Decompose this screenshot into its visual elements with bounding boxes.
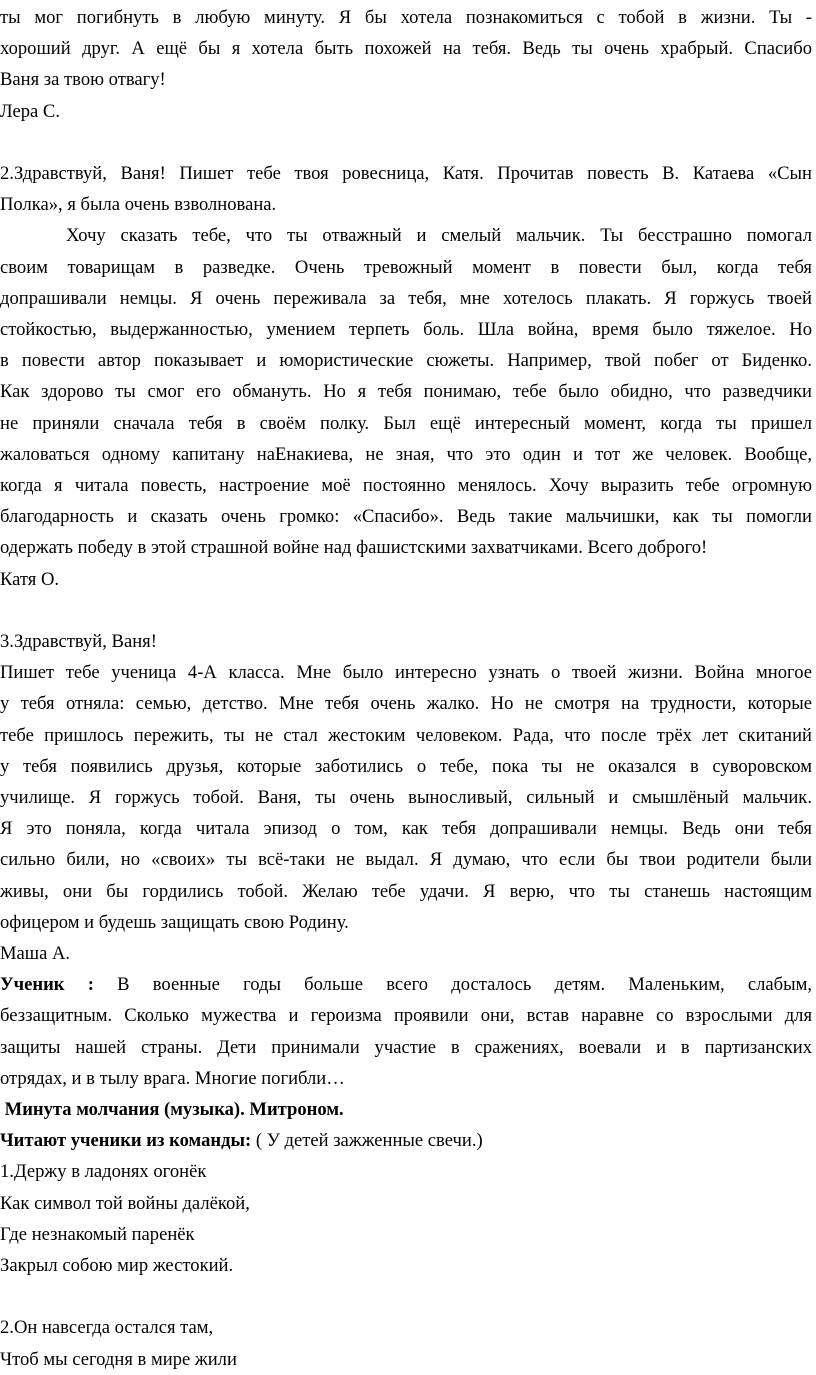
poem-line: Где незнакомый паренёк <box>0 1223 195 1245</box>
letter-2-heading-line: 2.Здравствуй, Ваня! Пишет тебе твоя ровесница, Катя. Прочитав повесть В. Катаева «Сын <box>0 163 812 184</box>
letter-3-line: офицером и будешь защищать свою Родину. <box>0 911 349 933</box>
blank-line <box>0 127 812 158</box>
letter-3-line: тебе пришлось пережить, ты не стал жестоким человеком. Рада, что после трёх лет скитаний <box>0 724 812 746</box>
letter-2-signature: Катя О. <box>0 568 60 590</box>
student-speech-line: беззащитным. Сколько мужества и героизма проявили они, встав наравне со взрослыми для <box>0 1005 812 1027</box>
letter-2-line: одержать победу в этой страшной войне над фашистскими захватчиками. Всего доброго! <box>0 537 708 559</box>
letter-2-line: своим товарищам в разведке. Очень тревожный момент в повести был, когда тебя <box>0 256 812 278</box>
student-speech-text: В военные годы больше всего досталось детям. Маленьким, слабым, <box>93 974 812 996</box>
letter-2-line: благодарность и сказать очень громко: «Спасибо». Ведь такие мальчишки, как ты помогли <box>0 506 812 528</box>
student-label: Ученик : <box>0 974 94 996</box>
letter-2-line: в повести автор показывает и юмористические сюжеты. Например, твой побег от Биденко. <box>0 350 812 372</box>
letter-3-line: живы, они бы гордились тобой. Желаю тебе удачи. Я верю, что ты станешь настоящим <box>0 880 812 902</box>
letter-3-line: сильно били, но «своих» ты всё-таки не выдал. Я думаю, что если бы твои родители были <box>0 849 812 871</box>
letter-3-greeting: 3.Здравствуй, Ваня! <box>0 631 157 653</box>
poem-line: Как символ той войны далёкой, <box>0 1192 250 1214</box>
student-speech-line: защиты нашей страны. Дети принимали участие в сражениях, воевали и в партизанских <box>0 1036 812 1058</box>
team-reading-note: ( У детей зажженные свечи.) <box>251 1130 483 1152</box>
letter-2-line: жаловаться одному капитану наЕнакиева, не зная, что это один и тот же человек. Вообще, <box>0 443 812 465</box>
letter-2-heading-line: Полка», я была очень взволнована. <box>0 194 277 216</box>
letter-3-signature: Маша А. <box>0 943 71 965</box>
blank-line <box>0 1281 812 1312</box>
poem-line: Закрыл собою мир жестокий. <box>0 1255 234 1277</box>
student-speech-line: отрядах, и в тылу врага. Многие погибли… <box>0 1067 345 1089</box>
letter-1-line: хороший друг. А ещё бы я хотела быть похожей на тебя. Ведь ты очень храбрый. Спасибо <box>0 38 812 60</box>
poem-line: 2.Он навсегда остался там, <box>0 1317 214 1339</box>
student-speech <box>0 969 812 1094</box>
letter-2-line: допрашивали немцы. Я очень переживала за тебя, мне хотелось плакать. Я горжусь твоей <box>0 287 812 309</box>
letter-3 <box>0 626 812 969</box>
letter-1-signature: Лера С. <box>0 100 60 122</box>
letter-2-line: Хочу сказать тебе, что ты отважный и смелый мальчик. Ты бесстрашно помогал <box>66 225 812 247</box>
letter-1-line: Ваня за твою отвагу! <box>0 69 166 91</box>
letter-3-line: Я это поняла, когда читала эпизод о том, как тебя допрашивали немцы. Ведь они тебя <box>0 818 812 840</box>
poem-line: 1.Держу в ладонях огонёк <box>0 1161 207 1183</box>
letter-1-line: ты мог погибнуть в любую минуту. Я бы хотела познакомиться с тобой в жизни. Ты - <box>0 7 812 28</box>
minute-of-silence-heading: Минута молчания (музыка). Митроном. <box>0 1099 344 1121</box>
letter-3-line: Пишет тебе ученица 4-А класса. Мне было интересно узнать о твоей жизни. Война многое <box>0 662 812 684</box>
poem-stanza-1 <box>0 1156 812 1281</box>
letter-2-line: когда я читала повесть, настроение моё постоянно менялось. Хочу выразить тебе огромную <box>0 475 812 497</box>
letter-2-line: стойкостью, выдержанностью, умением терпеть боль. Шла война, время было тяжелое. Но <box>0 319 812 341</box>
letter-3-line: у тебя появились друзья, которые заботились о тебе, пока ты не оказался в суворовском <box>0 755 812 777</box>
team-reading-label: Читают ученики из команды: <box>0 1130 252 1152</box>
team-reading-line <box>0 1125 812 1156</box>
letter-1 <box>0 2 812 127</box>
blank-line <box>0 595 812 626</box>
letter-2 <box>0 158 812 595</box>
letter-3-line: училище. Я горжусь тобой. Ваня, ты очень выносливый, сильный и смышлёный мальчик. <box>0 787 812 809</box>
letter-3-line: у тебя отняла: семью, детство. Мне тебя очень жалко. Но не смотря на трудности, которые <box>0 693 812 715</box>
poem-stanza-2 <box>0 1312 812 1374</box>
letter-2-line: Как здорово ты смог его обмануть. Но я тебя понимаю, тебе было обидно, что разведчики <box>0 381 812 403</box>
student-speech-first-line <box>0 969 812 1000</box>
poem-line: Чтоб мы сегодня в мире жили <box>0 1348 237 1370</box>
letter-2-line: не приняли сначала тебя в своём полку. Был ещё интересный момент, когда ты пришел <box>0 412 812 434</box>
